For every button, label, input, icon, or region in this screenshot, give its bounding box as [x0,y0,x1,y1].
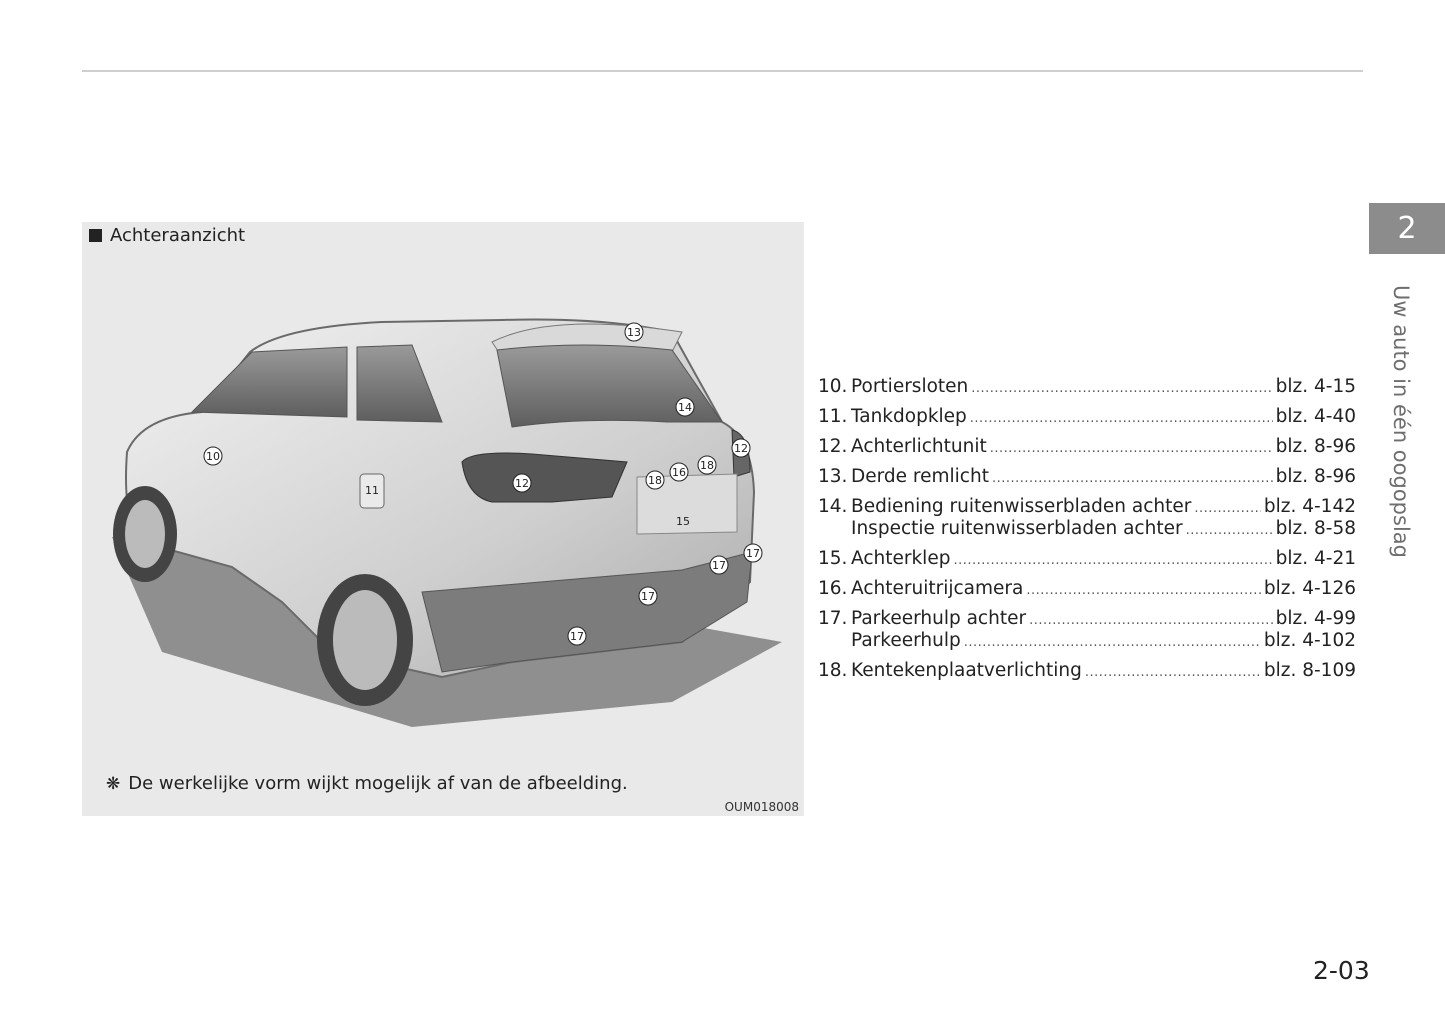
list-item: 10. Portiersloten ..... blz. 4-15 [818,376,1356,398]
rear-view-figure [82,222,804,816]
svg-text:17: 17 [712,559,726,572]
figure-code: OUM018008 [724,800,799,814]
callout-18-left [646,471,664,489]
car-rear-illustration [82,222,804,816]
callout-17-d [568,627,586,645]
callout-17-b [710,556,728,574]
top-rule [82,70,1363,72]
callout-16 [670,463,688,481]
callout-12-right [732,439,750,457]
list-item: 15. Achterklep ..... blz. 4-21 [818,548,1356,570]
callout-18-right [698,456,716,474]
svg-text:14: 14 [678,401,692,414]
figure-title: Achteraanzicht [89,225,245,246]
svg-text:18: 18 [700,459,714,472]
svg-text:13: 13 [627,326,641,339]
svg-text:17: 17 [570,630,584,643]
callout-14 [676,398,694,416]
list-item: 11. Tankdopklep ..... blz. 4-40 [818,406,1356,428]
callout-15 [676,515,690,528]
component-list [818,376,1356,690]
svg-text:17: 17 [641,590,655,603]
svg-text:10: 10 [206,450,220,463]
callout-17-a [744,544,762,562]
callout-12-left [513,474,531,492]
svg-text:11: 11 [365,484,379,497]
svg-text:12: 12 [734,442,748,455]
list-item: 13. Derde remlicht ..... blz. 8-96 [818,466,1356,488]
list-item: 14. Bediening ruitenwisserbladen achter ..... blz. 4-142 Inspectie ruitenwisserbladen achter ..... blz. 8-58 [818,496,1356,540]
svg-text:15: 15 [676,515,690,528]
list-item: 12. Achterlichtunit ..... blz. 8-96 [818,436,1356,458]
callout-10 [204,447,222,465]
callout-13 [625,323,643,341]
svg-text:17: 17 [746,547,760,560]
asterisk-icon: ❋ [106,773,121,794]
page-number: 2-03 [1313,956,1370,985]
callout-17-c [639,587,657,605]
figure-note: ❋ De werkelijke vorm wijkt mogelijk af van de afbeelding. [106,773,628,794]
list-item: 16. Achteruitrijcamera ..... blz. 4-126 [818,578,1356,600]
svg-text:12: 12 [515,477,529,490]
list-item: 18. Kentekenplaatverlichting ..... blz. 8-109 [818,660,1356,682]
list-item: 17. Parkeerhulp achter ..... blz. 4-99 Parkeerhulp ..... blz. 4-102 [818,608,1356,652]
chapter-tab: 2 [1369,203,1445,254]
chapter-title-vertical: Uw auto in één oogopslag [1389,285,1413,558]
callout-11 [365,484,379,497]
svg-text:16: 16 [672,466,686,479]
svg-text:18: 18 [648,474,662,487]
square-bullet-icon [89,229,102,242]
